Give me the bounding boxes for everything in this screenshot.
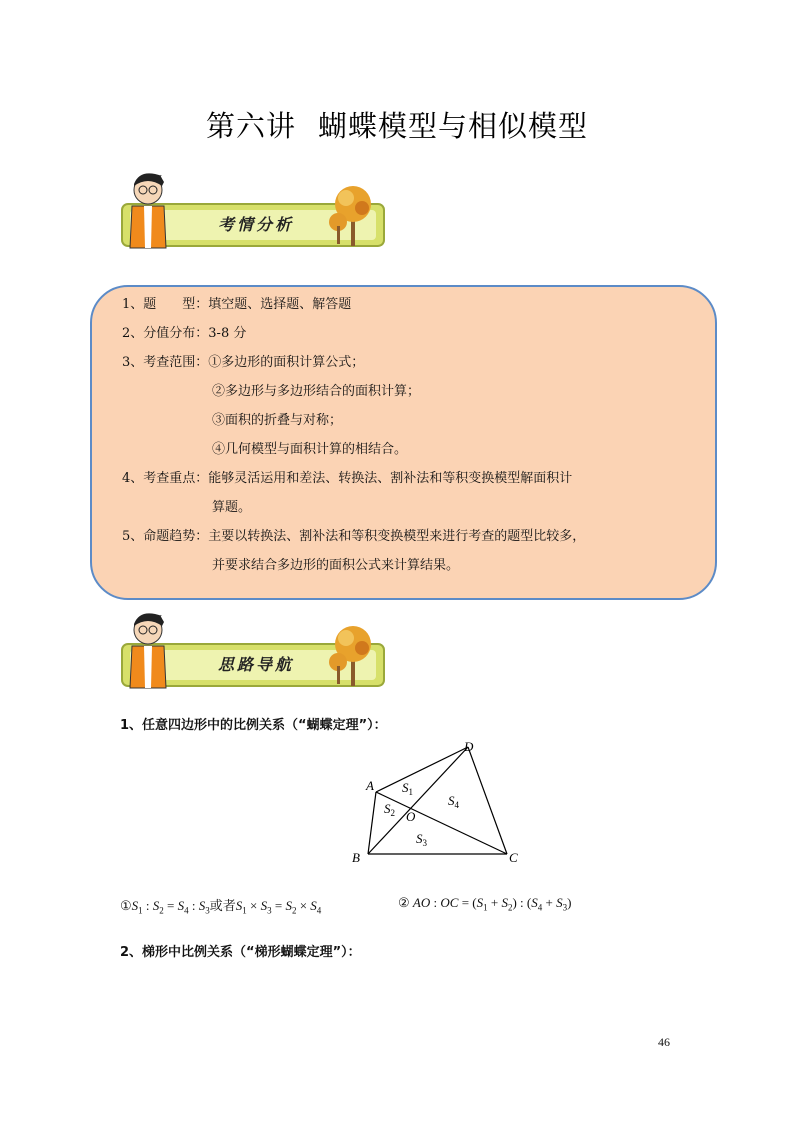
section-heading-trapezoid-butterfly: 2、梯形中比例关系（“梯形蝴蝶定理”）： [120,945,361,960]
analysis-row-focus: 4、考查重点：能够灵活运用和差法、转换法、割补法和等积变换模型解面积计 [122,471,573,486]
region-S1-label: $S_1$ [402,780,413,797]
scope-item: ②多边形与多边形结合的面积计算； [212,384,421,399]
banner-label: 考情分析 [218,215,295,234]
edge-BA [368,792,376,854]
lecture-number: 第六讲 [205,109,296,143]
banner-label: 思路导航 [218,655,295,674]
page-number: 46 [658,1035,670,1049]
point-C-label: C [509,850,518,865]
analysis-row-type: 1、题 型：填空题、选择题、解答题 [122,297,352,312]
formula-segment-ratio: ② AO : OC = $(S_1 + S_2)$ : $(S_4 + S_3)$ [398,895,572,913]
section-banner-analysis [118,168,388,258]
analysis-row-scope: 3、考查范围：①多边形的面积计算公式； [122,355,365,370]
quadrilateral-diagram [340,735,540,870]
scope-item: ③面积的折叠与对称； [212,413,343,428]
region-S3-label: $S_3$ [416,831,427,848]
region-S2-label: $S_2$ [384,801,395,818]
exam-analysis-box [90,285,717,600]
analysis-row-score: 2、分值分布：3-8 分 [122,326,247,341]
focus-continuation: 算题。 [212,500,252,515]
point-O-label: O [406,809,416,824]
analysis-row-trend: 5、命题趋势：主要以转换法、割补法和等积变换模型来进行考查的题型比较多， [122,529,586,544]
point-A-label: A [366,778,374,793]
section-heading-butterfly-theorem: 1、任意四边形中的比例关系（“蝴蝶定理”）： [120,718,387,733]
section-banner-guide [118,608,388,698]
point-D-label: D [464,739,474,754]
formula-area-ratio: $①S_1$ : $S_2 = S_4$ : $S_3$或者$S_1 \times S_3 = S_2 \times S_4$ [120,898,322,916]
region-S4-label: $S_4$ [448,793,459,810]
trend-continuation: 并要求结合多边形的面积公式来计算结果。 [212,558,460,573]
lecture-topic: 蝴蝶模型与相似模型 [318,109,589,143]
scope-item: ④几何模型与面积计算的相结合。 [212,442,408,457]
point-B-label: B [352,850,360,865]
page-title [0,104,794,145]
edge-AD [376,747,468,792]
